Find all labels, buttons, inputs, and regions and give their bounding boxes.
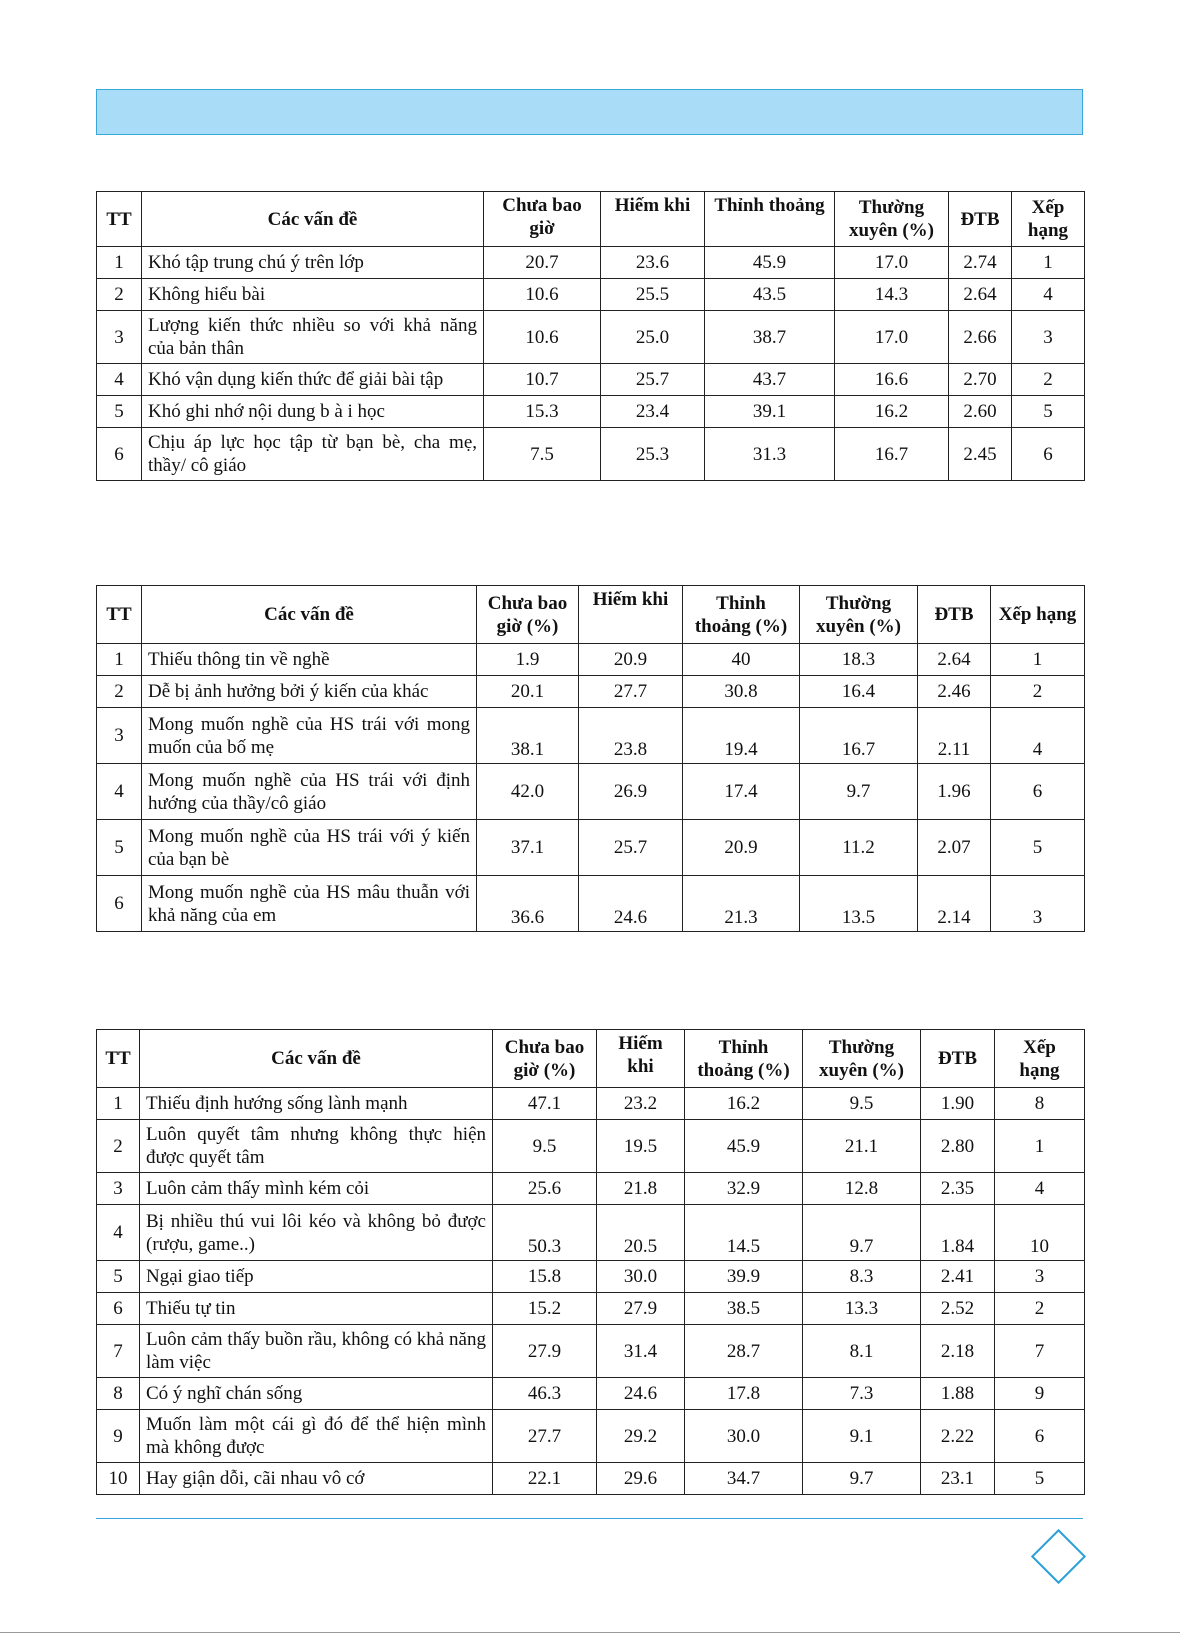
col-header-sometimes: Thỉnh thoảng (%) bbox=[683, 586, 800, 644]
cell-often: 18.3 bbox=[800, 644, 918, 676]
table-row bbox=[97, 764, 1085, 820]
col-header-tt: TT bbox=[97, 1030, 140, 1088]
cell-often: 9.7 bbox=[800, 764, 918, 820]
cell-mean: 2.64 bbox=[949, 279, 1012, 311]
cell-rank: 5 bbox=[1012, 396, 1085, 428]
cell-sometimes: 40 bbox=[683, 644, 800, 676]
cell-rank: 2 bbox=[995, 1293, 1085, 1325]
table-row bbox=[97, 1325, 1085, 1378]
cell-rarely: 19.5 bbox=[597, 1120, 685, 1173]
cell-tt: 5 bbox=[97, 396, 142, 428]
cell-sometimes: 21.3 bbox=[683, 876, 800, 932]
cell-often: 14.3 bbox=[835, 279, 949, 311]
col-header-rarely: Hiếm khi bbox=[601, 192, 705, 247]
cell-often: 8.3 bbox=[803, 1261, 921, 1293]
cell-rarely: 29.6 bbox=[597, 1463, 685, 1495]
cell-often: 9.7 bbox=[803, 1205, 921, 1261]
cell-rarely: 29.2 bbox=[597, 1410, 685, 1463]
col-header-sometimes: Thỉnh thoảng (%) bbox=[685, 1030, 803, 1088]
cell-rank: 3 bbox=[991, 876, 1085, 932]
table-row bbox=[97, 364, 1085, 396]
cell-never: 15.2 bbox=[493, 1293, 597, 1325]
col-header-never: Chưa bao giờ (%) bbox=[477, 586, 579, 644]
col-header-rarely: Hiếm khi bbox=[579, 586, 683, 644]
cell-sometimes: 39.1 bbox=[705, 396, 835, 428]
cell-rarely: 27.9 bbox=[597, 1293, 685, 1325]
cell-sometimes: 30.0 bbox=[685, 1410, 803, 1463]
cell-often: 9.1 bbox=[803, 1410, 921, 1463]
cell-rarely: 30.0 bbox=[597, 1261, 685, 1293]
cell-sometimes: 17.4 bbox=[683, 764, 800, 820]
cell-rank: 4 bbox=[1012, 279, 1085, 311]
cell-mean: 2.07 bbox=[918, 820, 991, 876]
col-header-tt: TT bbox=[97, 586, 142, 644]
table-row bbox=[97, 676, 1085, 708]
cell-sometimes: 19.4 bbox=[683, 708, 800, 764]
table-row bbox=[97, 1088, 1085, 1120]
cell-mean: 2.66 bbox=[949, 311, 1012, 364]
cell-never: 42.0 bbox=[477, 764, 579, 820]
cell-issue: Mong muốn nghề của HS trái với định hướng của thầy/cô giáo bbox=[142, 764, 477, 820]
cell-never: 10.6 bbox=[484, 311, 601, 364]
cell-issue: Lượng kiến thức nhiều so với khả năng của bản thân bbox=[142, 311, 484, 364]
cell-sometimes: 39.9 bbox=[685, 1261, 803, 1293]
cell-rank: 2 bbox=[991, 676, 1085, 708]
cell-tt: 5 bbox=[97, 1261, 140, 1293]
cell-mean: 2.64 bbox=[918, 644, 991, 676]
cell-rarely: 25.5 bbox=[601, 279, 705, 311]
col-header-rank: Xếp hạng bbox=[1012, 192, 1085, 247]
cell-rarely: 23.6 bbox=[601, 247, 705, 279]
cell-issue: Chịu áp lực học tập từ bạn bè, cha mẹ, thầy/ cô giáo bbox=[142, 428, 484, 481]
cell-mean: 2.70 bbox=[949, 364, 1012, 396]
cell-issue: Khó tập trung chú ý trên lớp bbox=[142, 247, 484, 279]
cell-issue: Thiếu định hướng sống lành mạnh bbox=[140, 1088, 493, 1120]
col-header-rarely: Hiếm khi bbox=[597, 1030, 685, 1088]
cell-rank: 10 bbox=[995, 1205, 1085, 1261]
cell-rank: 6 bbox=[1012, 428, 1085, 481]
cell-sometimes: 30.8 bbox=[683, 676, 800, 708]
table-header-row bbox=[97, 1030, 1085, 1088]
cell-issue: Ngại giao tiếp bbox=[140, 1261, 493, 1293]
cell-tt: 6 bbox=[97, 876, 142, 932]
cell-sometimes: 20.9 bbox=[683, 820, 800, 876]
table-row bbox=[97, 708, 1085, 764]
cell-rarely: 26.9 bbox=[579, 764, 683, 820]
cell-issue: Muốn làm một cái gì đó để thể hiện mình mà không được bbox=[140, 1410, 493, 1463]
cell-never: 7.5 bbox=[484, 428, 601, 481]
cell-rarely: 31.4 bbox=[597, 1325, 685, 1378]
col-header-never: Chưa bao giờ (%) bbox=[493, 1030, 597, 1088]
table-row bbox=[97, 1378, 1085, 1410]
cell-never: 47.1 bbox=[493, 1088, 597, 1120]
career-difficulties-table bbox=[96, 585, 1085, 932]
cell-tt: 5 bbox=[97, 820, 142, 876]
cell-rarely: 21.8 bbox=[597, 1173, 685, 1205]
cell-never: 15.8 bbox=[493, 1261, 597, 1293]
cell-rarely: 25.3 bbox=[601, 428, 705, 481]
cell-mean: 2.41 bbox=[921, 1261, 995, 1293]
cell-tt: 2 bbox=[97, 1120, 140, 1173]
cell-rank: 6 bbox=[995, 1410, 1085, 1463]
cell-mean: 1.90 bbox=[921, 1088, 995, 1120]
cell-often: 16.4 bbox=[800, 676, 918, 708]
cell-issue: Mong muốn nghề của HS trái với ý kiến của bạn bè bbox=[142, 820, 477, 876]
cell-issue: Dễ bị ảnh hưởng bởi ý kiến của khác bbox=[142, 676, 477, 708]
cell-sometimes: 14.5 bbox=[685, 1205, 803, 1261]
cell-never: 25.6 bbox=[493, 1173, 597, 1205]
cell-never: 37.1 bbox=[477, 820, 579, 876]
cell-sometimes: 31.3 bbox=[705, 428, 835, 481]
col-header-issue: Các vấn đề bbox=[142, 586, 477, 644]
col-header-rank: Xếp hạng bbox=[991, 586, 1085, 644]
cell-tt: 4 bbox=[97, 1205, 140, 1261]
cell-mean: 2.46 bbox=[918, 676, 991, 708]
cell-issue: Không hiểu bài bbox=[142, 279, 484, 311]
cell-rarely: 20.9 bbox=[579, 644, 683, 676]
cell-tt: 9 bbox=[97, 1410, 140, 1463]
cell-often: 16.7 bbox=[800, 708, 918, 764]
table-row bbox=[97, 1120, 1085, 1173]
cell-never: 9.5 bbox=[493, 1120, 597, 1173]
table-header-row bbox=[97, 192, 1085, 247]
cell-tt: 6 bbox=[97, 428, 142, 481]
col-header-often: Thường xuyên (%) bbox=[800, 586, 918, 644]
cell-tt: 2 bbox=[97, 676, 142, 708]
cell-rank: 6 bbox=[991, 764, 1085, 820]
table-row bbox=[97, 1261, 1085, 1293]
cell-never: 50.3 bbox=[493, 1205, 597, 1261]
cell-issue: Khó vận dụng kiến thức để giải bài tập bbox=[142, 364, 484, 396]
cell-mean: 2.52 bbox=[921, 1293, 995, 1325]
cell-never: 20.1 bbox=[477, 676, 579, 708]
cell-mean: 23.1 bbox=[921, 1463, 995, 1495]
header-bar bbox=[96, 89, 1083, 135]
cell-rank: 8 bbox=[995, 1088, 1085, 1120]
cell-rarely: 25.7 bbox=[601, 364, 705, 396]
cell-mean: 2.35 bbox=[921, 1173, 995, 1205]
cell-issue: Luôn cảm thấy mình kém cỏi bbox=[140, 1173, 493, 1205]
cell-tt: 7 bbox=[97, 1325, 140, 1378]
cell-sometimes: 43.7 bbox=[705, 364, 835, 396]
cell-issue: Thiếu tự tin bbox=[140, 1293, 493, 1325]
cell-tt: 3 bbox=[97, 708, 142, 764]
cell-mean: 2.22 bbox=[921, 1410, 995, 1463]
col-header-rank: Xếp hạng bbox=[995, 1030, 1085, 1088]
cell-tt: 3 bbox=[97, 311, 142, 364]
cell-issue: Hay giận dỗi, cãi nhau vô cớ bbox=[140, 1463, 493, 1495]
cell-sometimes: 34.7 bbox=[685, 1463, 803, 1495]
cell-sometimes: 32.9 bbox=[685, 1173, 803, 1205]
cell-rarely: 23.2 bbox=[597, 1088, 685, 1120]
page-bottom-divider bbox=[0, 1632, 1180, 1633]
cell-rank: 5 bbox=[995, 1463, 1085, 1495]
col-header-often: Thường xuyên (%) bbox=[835, 192, 949, 247]
cell-issue: Bị nhiều thú vui lôi kéo và không bỏ được (rượu, game..) bbox=[140, 1205, 493, 1261]
cell-rank: 4 bbox=[991, 708, 1085, 764]
cell-tt: 1 bbox=[97, 1088, 140, 1120]
cell-mean: 2.14 bbox=[918, 876, 991, 932]
cell-tt: 10 bbox=[97, 1463, 140, 1495]
cell-rarely: 23.4 bbox=[601, 396, 705, 428]
cell-mean: 2.18 bbox=[921, 1325, 995, 1378]
cell-never: 27.7 bbox=[493, 1410, 597, 1463]
cell-rank: 3 bbox=[1012, 311, 1085, 364]
cell-mean: 1.96 bbox=[918, 764, 991, 820]
cell-tt: 8 bbox=[97, 1378, 140, 1410]
cell-often: 11.2 bbox=[800, 820, 918, 876]
table-row bbox=[97, 820, 1085, 876]
cell-often: 13.5 bbox=[800, 876, 918, 932]
col-header-issue: Các vấn đề bbox=[142, 192, 484, 247]
cell-mean: 2.60 bbox=[949, 396, 1012, 428]
cell-rarely: 25.7 bbox=[579, 820, 683, 876]
cell-tt: 3 bbox=[97, 1173, 140, 1205]
cell-tt: 1 bbox=[97, 247, 142, 279]
cell-sometimes: 38.5 bbox=[685, 1293, 803, 1325]
cell-often: 17.0 bbox=[835, 247, 949, 279]
cell-never: 1.9 bbox=[477, 644, 579, 676]
cell-rarely: 25.0 bbox=[601, 311, 705, 364]
table-row bbox=[97, 279, 1085, 311]
cell-mean: 2.11 bbox=[918, 708, 991, 764]
cell-never: 10.6 bbox=[484, 279, 601, 311]
cell-rarely: 24.6 bbox=[597, 1378, 685, 1410]
col-header-issue: Các vấn đề bbox=[140, 1030, 493, 1088]
cell-sometimes: 38.7 bbox=[705, 311, 835, 364]
cell-never: 46.3 bbox=[493, 1378, 597, 1410]
cell-rank: 2 bbox=[1012, 364, 1085, 396]
cell-mean: 1.88 bbox=[921, 1378, 995, 1410]
cell-rank: 3 bbox=[995, 1261, 1085, 1293]
life-difficulties-table bbox=[96, 1029, 1085, 1495]
cell-sometimes: 43.5 bbox=[705, 279, 835, 311]
col-header-mean: ĐTB bbox=[918, 586, 991, 644]
cell-often: 17.0 bbox=[835, 311, 949, 364]
cell-often: 16.2 bbox=[835, 396, 949, 428]
cell-never: 36.6 bbox=[477, 876, 579, 932]
col-header-tt: TT bbox=[97, 192, 142, 247]
cell-often: 8.1 bbox=[803, 1325, 921, 1378]
col-header-never: Chưa bao giờ bbox=[484, 192, 601, 247]
cell-issue: Luôn quyết tâm nhưng không thực hiện được quyết tâm bbox=[140, 1120, 493, 1173]
cell-tt: 4 bbox=[97, 764, 142, 820]
col-header-mean: ĐTB bbox=[921, 1030, 995, 1088]
table-row bbox=[97, 644, 1085, 676]
table-row bbox=[97, 396, 1085, 428]
cell-often: 9.7 bbox=[803, 1463, 921, 1495]
table-row bbox=[97, 1293, 1085, 1325]
table-header-row bbox=[97, 586, 1085, 644]
col-header-mean: ĐTB bbox=[949, 192, 1012, 247]
cell-rarely: 23.8 bbox=[579, 708, 683, 764]
cell-rank: 5 bbox=[991, 820, 1085, 876]
cell-rarely: 24.6 bbox=[579, 876, 683, 932]
cell-rank: 1 bbox=[991, 644, 1085, 676]
cell-mean: 2.74 bbox=[949, 247, 1012, 279]
cell-mean: 1.84 bbox=[921, 1205, 995, 1261]
cell-issue: Luôn cảm thấy buồn rầu, không có khả năng làm việc bbox=[140, 1325, 493, 1378]
cell-often: 7.3 bbox=[803, 1378, 921, 1410]
col-header-often: Thường xuyên (%) bbox=[803, 1030, 921, 1088]
cell-never: 10.7 bbox=[484, 364, 601, 396]
cell-mean: 2.80 bbox=[921, 1120, 995, 1173]
table-row bbox=[97, 247, 1085, 279]
cell-tt: 2 bbox=[97, 279, 142, 311]
cell-often: 16.7 bbox=[835, 428, 949, 481]
cell-sometimes: 28.7 bbox=[685, 1325, 803, 1378]
cell-sometimes: 45.9 bbox=[705, 247, 835, 279]
table-row bbox=[97, 876, 1085, 932]
cell-rank: 4 bbox=[995, 1173, 1085, 1205]
cell-often: 13.3 bbox=[803, 1293, 921, 1325]
diamond-icon bbox=[1031, 1529, 1086, 1584]
cell-sometimes: 16.2 bbox=[685, 1088, 803, 1120]
cell-sometimes: 45.9 bbox=[685, 1120, 803, 1173]
cell-often: 16.6 bbox=[835, 364, 949, 396]
cell-rank: 7 bbox=[995, 1325, 1085, 1378]
footer-divider bbox=[96, 1518, 1083, 1519]
cell-tt: 6 bbox=[97, 1293, 140, 1325]
cell-often: 12.8 bbox=[803, 1173, 921, 1205]
cell-issue: Mong muốn nghề của HS trái với mong muốn của bố mẹ bbox=[142, 708, 477, 764]
cell-never: 27.9 bbox=[493, 1325, 597, 1378]
cell-issue: Có ý nghĩ chán sống bbox=[140, 1378, 493, 1410]
table-row bbox=[97, 1205, 1085, 1261]
table-row bbox=[97, 1410, 1085, 1463]
cell-rarely: 20.5 bbox=[597, 1205, 685, 1261]
cell-mean: 2.45 bbox=[949, 428, 1012, 481]
table-row bbox=[97, 311, 1085, 364]
cell-tt: 1 bbox=[97, 644, 142, 676]
table-row bbox=[97, 428, 1085, 481]
cell-issue: Mong muốn nghề của HS mâu thuẫn với khả năng của em bbox=[142, 876, 477, 932]
cell-often: 9.5 bbox=[803, 1088, 921, 1120]
cell-often: 21.1 bbox=[803, 1120, 921, 1173]
cell-never: 38.1 bbox=[477, 708, 579, 764]
cell-tt: 4 bbox=[97, 364, 142, 396]
cell-issue: Khó ghi nhớ nội dung b à i học bbox=[142, 396, 484, 428]
cell-never: 22.1 bbox=[493, 1463, 597, 1495]
cell-rarely: 27.7 bbox=[579, 676, 683, 708]
table-row bbox=[97, 1463, 1085, 1495]
cell-never: 20.7 bbox=[484, 247, 601, 279]
cell-rank: 9 bbox=[995, 1378, 1085, 1410]
cell-rank: 1 bbox=[1012, 247, 1085, 279]
cell-never: 15.3 bbox=[484, 396, 601, 428]
table-row bbox=[97, 1173, 1085, 1205]
cell-sometimes: 17.8 bbox=[685, 1378, 803, 1410]
cell-rank: 1 bbox=[995, 1120, 1085, 1173]
cell-issue: Thiếu thông tin về nghề bbox=[142, 644, 477, 676]
learning-difficulties-table bbox=[96, 191, 1085, 481]
col-header-sometimes: Thỉnh thoảng bbox=[705, 192, 835, 247]
